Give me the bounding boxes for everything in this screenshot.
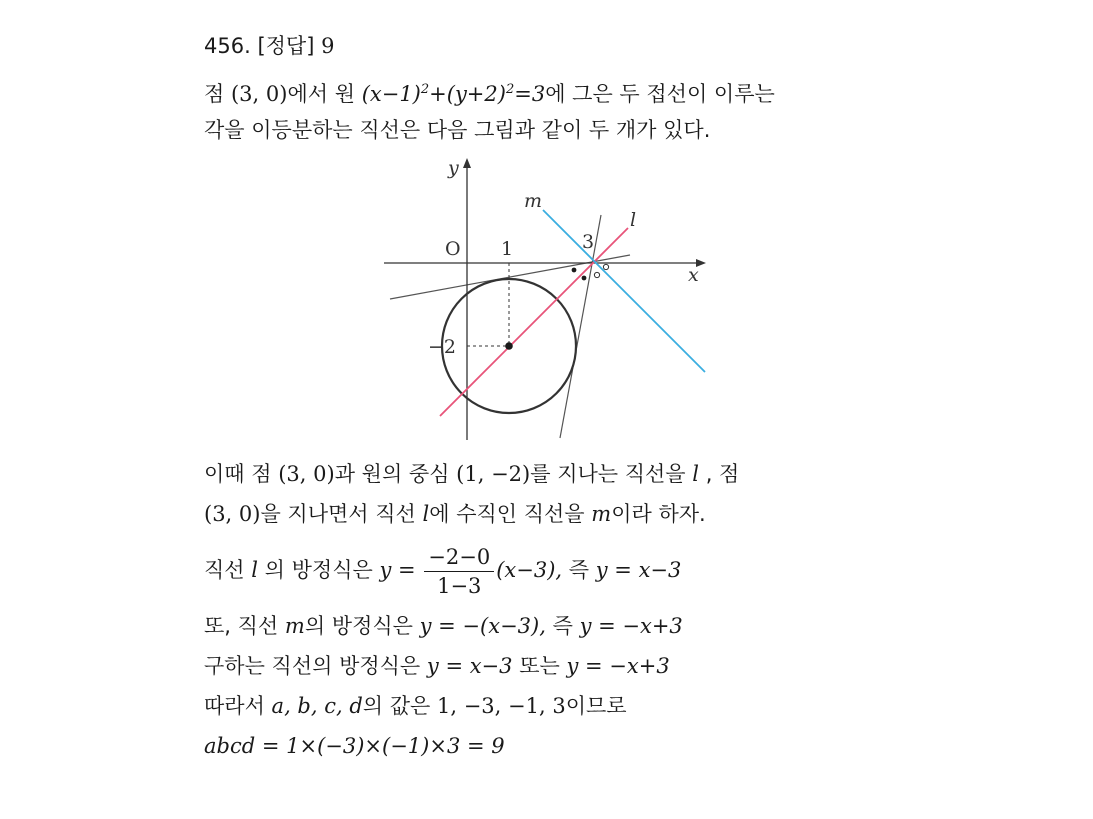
values: 1, −3, −1, 3 — [437, 694, 566, 718]
line-l-label: l — [630, 209, 637, 231]
body-line-5 — [204, 652, 670, 680]
text: 에서 원 — [287, 82, 355, 106]
answer-tag: [정답] — [257, 34, 315, 58]
tick-label-3: 3 — [582, 231, 595, 253]
var-l: l — [692, 462, 699, 486]
text: 즉 — [552, 614, 573, 638]
body-line-1 — [204, 460, 739, 488]
text: 따라서 — [204, 694, 265, 718]
angle-mark-dot — [572, 268, 577, 273]
angle-mark-ring — [594, 272, 599, 277]
angle-mark-ring — [603, 264, 608, 269]
problem-number: 456. — [204, 34, 251, 58]
line-m-label: m — [524, 190, 543, 212]
geometry-figure — [378, 150, 718, 445]
var-m: m — [591, 502, 612, 526]
tick-label-neg2: −2 — [428, 336, 457, 358]
text: 의 방정식은 — [304, 614, 413, 638]
equation-2: y = −x+3 — [566, 654, 670, 678]
problem-header — [204, 32, 334, 60]
equation-lhs: y = — [379, 558, 416, 582]
text: 직선 — [204, 558, 245, 582]
text: 점 — [204, 82, 225, 106]
text: 을 지나면서 직선 — [260, 502, 416, 526]
text: 또는 — [519, 654, 560, 678]
line-l — [440, 228, 628, 416]
circle-part-1: (x−1) — [361, 82, 421, 106]
var-l: l — [251, 558, 258, 582]
body-line-4 — [204, 612, 683, 640]
line-m — [543, 210, 705, 372]
center-point — [505, 342, 513, 350]
answer-value: 9 — [321, 34, 335, 58]
equation-rhs: (x−3), — [496, 558, 563, 582]
center-expr: (1, −2) — [456, 462, 531, 486]
equation-result: y = x−3 — [595, 558, 682, 582]
variables: a, b, c, d — [271, 694, 363, 718]
text: 이므로 — [565, 694, 627, 718]
angle-mark-dot — [582, 276, 587, 281]
body-line-2 — [204, 500, 706, 528]
fraction-denominator: 1−3 — [437, 573, 482, 598]
point-expr: (3, 0) — [230, 82, 288, 106]
equation-expr: y = −(x−3), — [419, 614, 546, 638]
text: 과 원의 중심 — [334, 462, 450, 486]
y-axis-arrow-icon — [463, 158, 471, 168]
slope-fraction — [424, 543, 494, 600]
intro-line-1 — [204, 76, 775, 108]
text: 즉 — [568, 558, 590, 582]
tick-label-1: 1 — [501, 238, 514, 260]
text: 이때 점 — [204, 462, 272, 486]
circle-equation — [362, 82, 546, 106]
exponent: 2 — [420, 82, 430, 97]
text: 구하는 직선의 방정식은 — [204, 654, 421, 678]
text: , 점 — [705, 462, 740, 486]
intro-line-2: 각을 이등분하는 직선은 다음 그림과 같이 두 개가 있다. — [204, 118, 711, 142]
equation-1: y = x−3 — [426, 654, 513, 678]
text: 의 값은 — [362, 694, 431, 718]
text: 이라 하자. — [611, 502, 706, 526]
circle-part-2: +(y+2) — [429, 82, 506, 106]
text: 의 방정식은 — [264, 558, 373, 582]
final-answer-line: abcd = 1×(−3)×(−1)×3 = 9 — [204, 734, 505, 758]
point-expr: (3, 0) — [204, 502, 261, 526]
text: 또, 직선 — [204, 614, 279, 638]
x-axis-label: x — [688, 264, 699, 286]
var-m: m — [284, 614, 305, 638]
text: 에 수직인 직선을 — [429, 502, 585, 526]
origin-label: O — [445, 238, 461, 260]
fraction-numerator: −2−0 — [424, 543, 494, 572]
body-line-6 — [204, 692, 627, 720]
point-expr: (3, 0) — [278, 462, 335, 486]
body-line-3 — [204, 540, 681, 600]
var-l: l — [422, 502, 430, 526]
y-axis-label: y — [448, 157, 459, 179]
circle-part-3: =3 — [514, 82, 546, 106]
exponent: 2 — [505, 82, 515, 97]
equation-result: y = −x+3 — [579, 614, 683, 638]
text: 를 지나는 직선을 — [530, 462, 686, 486]
text: 에 그은 두 접선이 이루는 — [545, 82, 775, 106]
